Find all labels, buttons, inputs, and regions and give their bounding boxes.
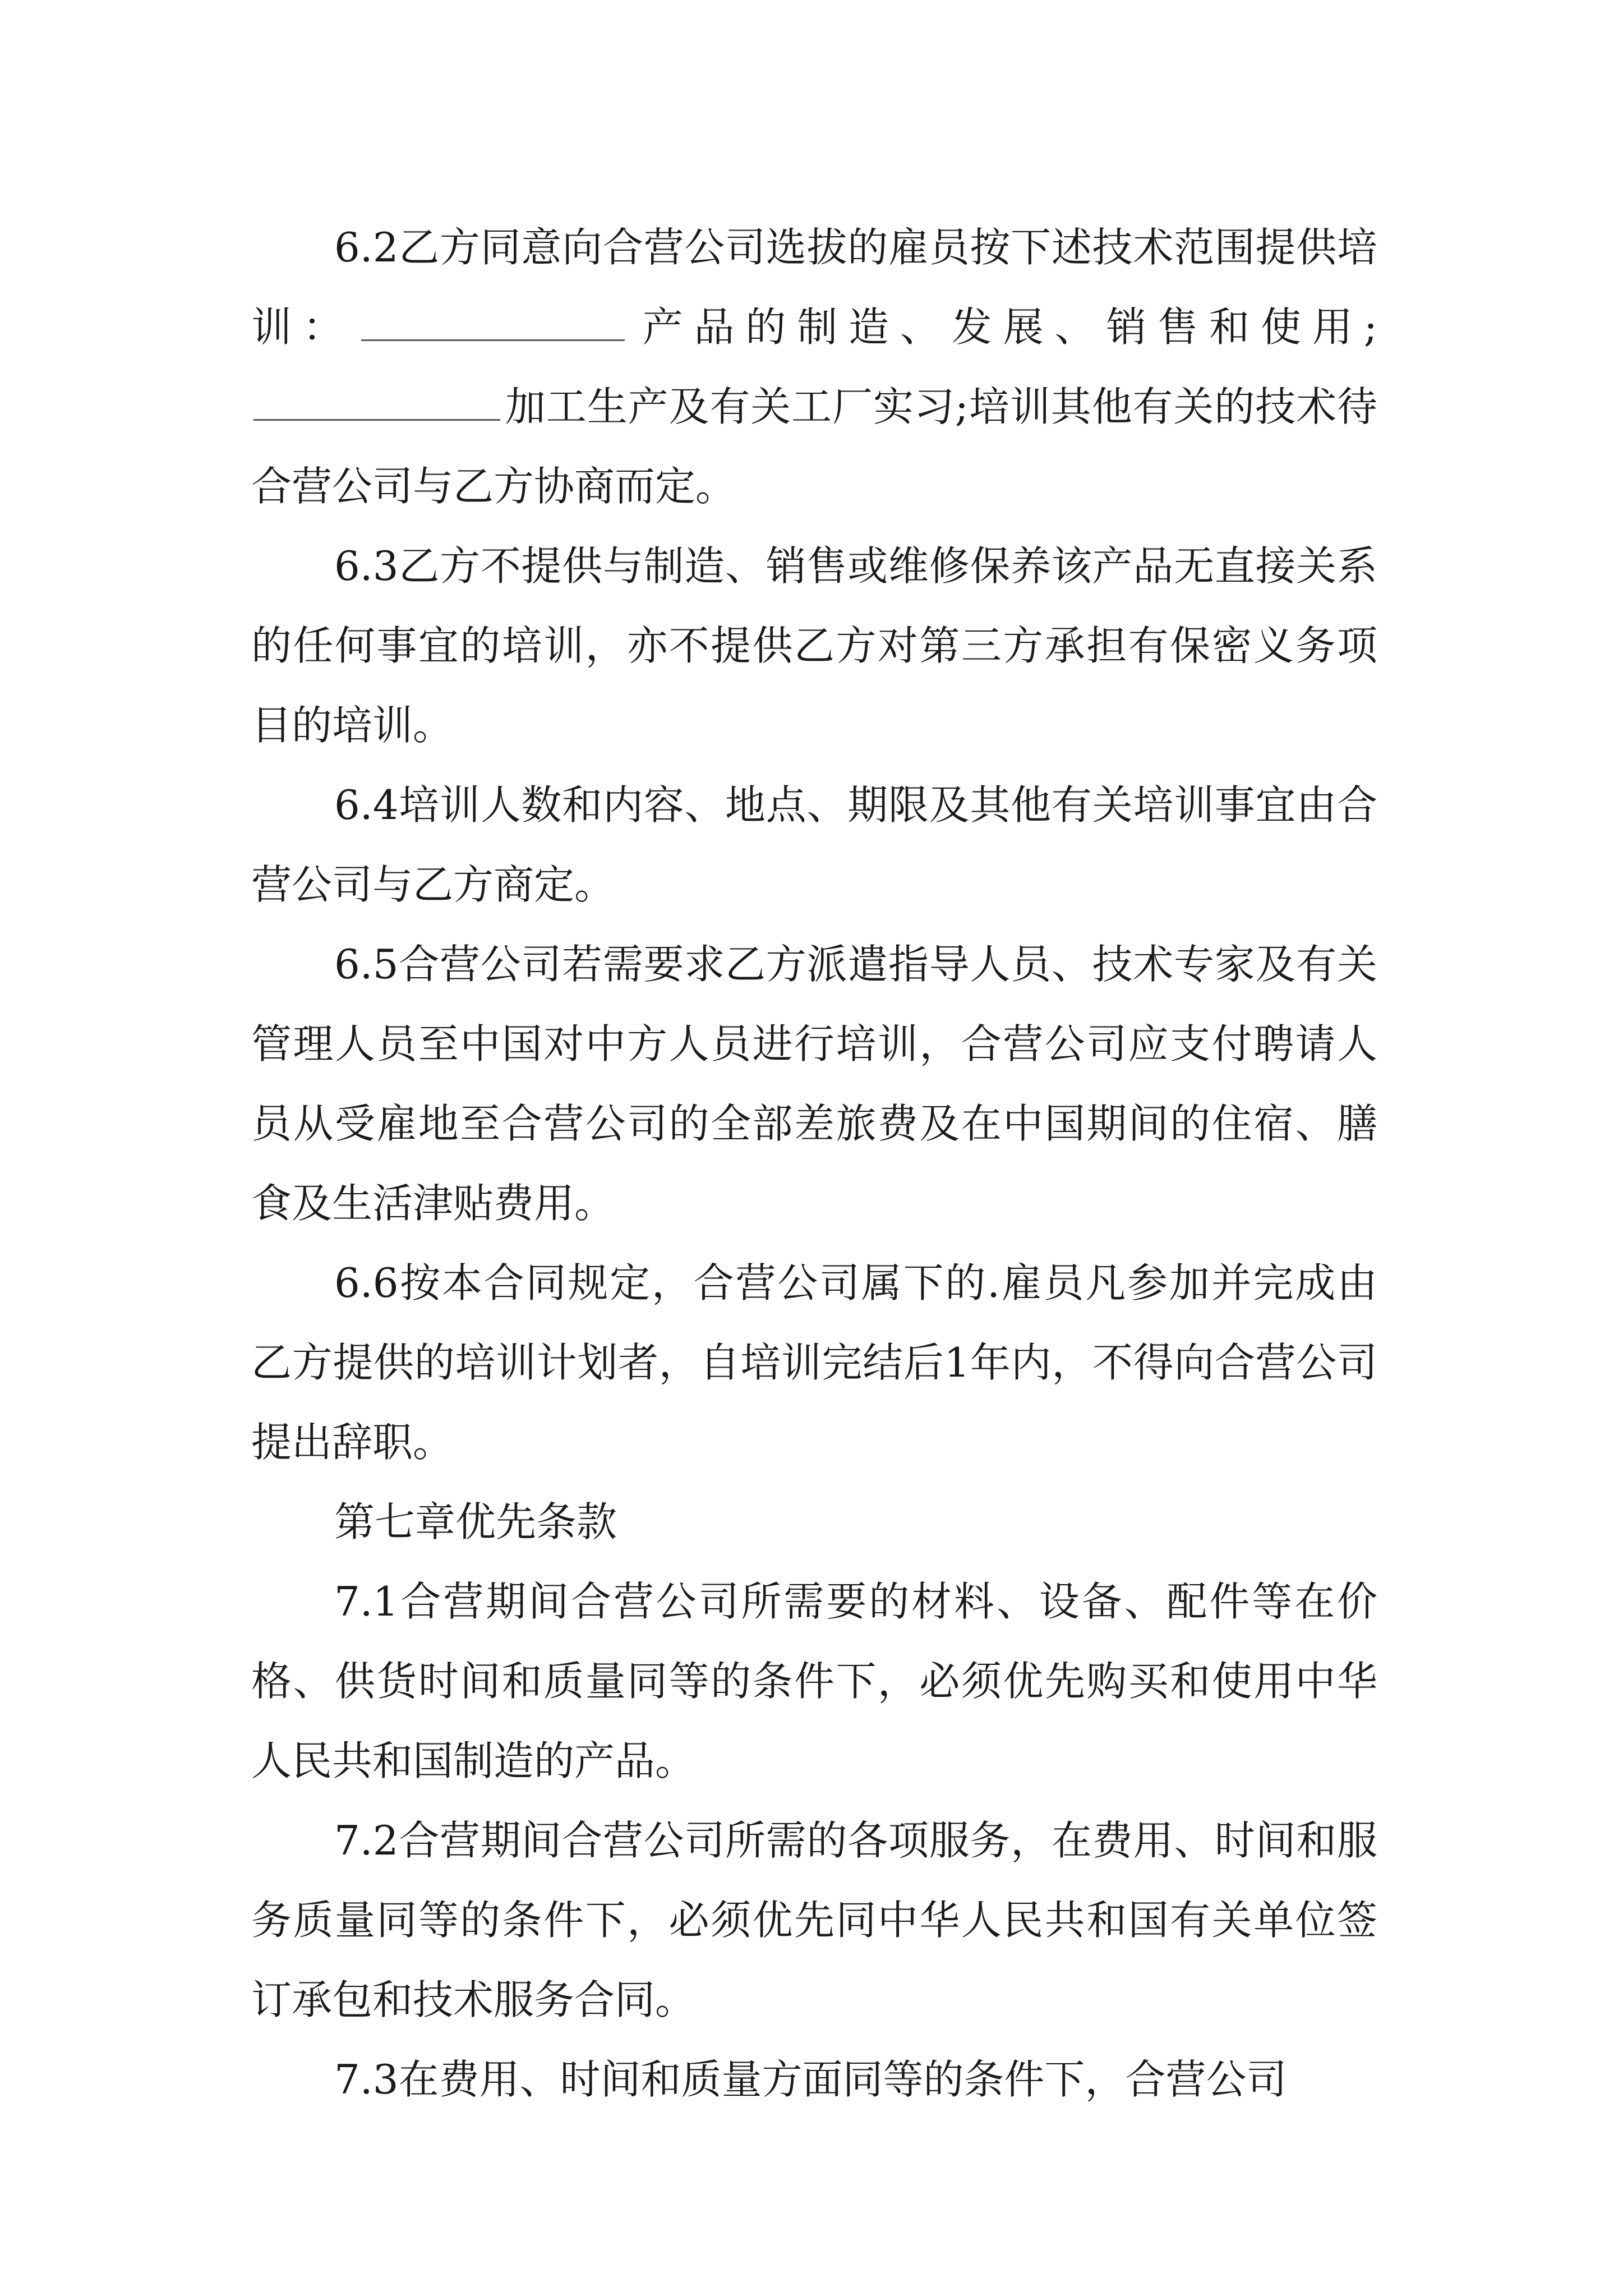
clause-6-5: 6.5合营公司若需要求乙方派遣指导人员、技术专家及有关管理人员至中国对中方人员进行培训，合营公司应支付聘请人员从受雇地至合营公司的全部差旅费及在中国期间的住宿、膳食及生活津贴费用。 (251, 941, 1377, 1227)
clause-7-2: 7.2合营期间合营公司所需的各项服务，在费用、时间和服务质量同等的条件下，必须优先同中华人民共和国有关单位签订承包和技术服务合同。 (251, 1817, 1377, 2023)
blank-line-product (361, 305, 625, 341)
chapter-7-heading: 第七章优先条款 (334, 1498, 617, 1545)
clause-6-3: 6.3乙方不提供与制造、销售或维修保养该产品无直接关系的任何事宜的培训，亦不提供乙方对第三方承担有保密义务项目的培训。 (251, 542, 1377, 749)
clause-6-2-text-c: 加工生产及有关工厂实习;培训其他有关的技术待合营公司与乙方协商而定。 (251, 383, 1377, 510)
clause-6-4: 6.4培训人数和内容、地点、期限及其他有关培训事宜由合营公司与乙方商定。 (251, 781, 1377, 908)
clause-6-2 (251, 208, 1377, 526)
clause-6-6: 6.6按本合同规定，合营公司属下的.雇员凡参加并完成由乙方提供的培训计划者，自培训完结后1年内，不得向合营公司提出辞职。 (251, 1259, 1377, 1466)
document-body (251, 208, 1377, 2119)
clause-7-1: 7.1合营期间合营公司所需要的材料、设备、配件等在价格、供货时间和质量同等的条件下，必须优先购买和使用中华人民共和国制造的产品。 (251, 1578, 1377, 1784)
clause-7-3: 7.3在费用、时间和质量方面同等的条件下，合营公司 (334, 2056, 1287, 2103)
clause-6-2-text-b: 产品的制造、发展、销售和使用; (631, 303, 1377, 351)
clause-6-2-text-a: 6.2乙方同意向合营公司选拔的雇员按下述技术范围提供培训： (251, 224, 1377, 351)
blank-line-processing (253, 384, 500, 421)
